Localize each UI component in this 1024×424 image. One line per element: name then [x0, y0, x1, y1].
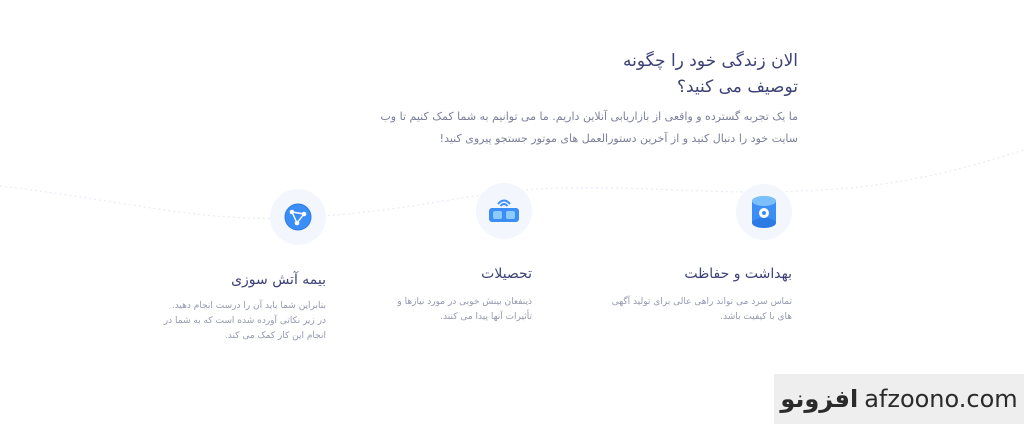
watermark-persian: افزونو	[780, 385, 859, 413]
feature-title-education: تحصیلات	[481, 266, 532, 282]
feature-description-health: تماس سرد می تواند راهی عالی برای تولید آگهی های با کیفیت باشد.	[611, 297, 792, 322]
section-title-line-2: توصیف می کنید؟	[676, 77, 798, 97]
watermark	[774, 374, 1024, 424]
watermark-latin: afzoono.com	[864, 385, 1018, 413]
database-gear-icon	[736, 184, 792, 240]
network-globe-icon	[270, 189, 326, 245]
feature-title-fire-insurance: بیمه آتش سوزی	[231, 272, 326, 288]
vr-headset-icon	[476, 183, 532, 239]
section-title	[498, 48, 798, 100]
feature-description-fire-insurance: بنابراین شما باید آن را درست انجام دهید. در زیر نکاتی آورده شده است که به شما در انجام این کار کمک می کند.	[163, 301, 326, 341]
section-title-line-1: الان زندگی خود را چگونه	[623, 51, 798, 71]
feature-title-health: بهداشت و حفاظت	[684, 266, 792, 282]
feature-description-education: ذینفعان بینش خوبی در مورد نیازها و تأثیرات آنها پیدا می کنند.	[397, 297, 532, 322]
section-description: ما یک تجربه گسترده و واقعی از بازاریابی آنلاین داریم. ما می توانیم به شما کمک کنیم تا وب سایت خود را دنبال کنید و از آخرین دستورالعمل های موتور جستجو پیروی کنید!	[380, 110, 798, 145]
